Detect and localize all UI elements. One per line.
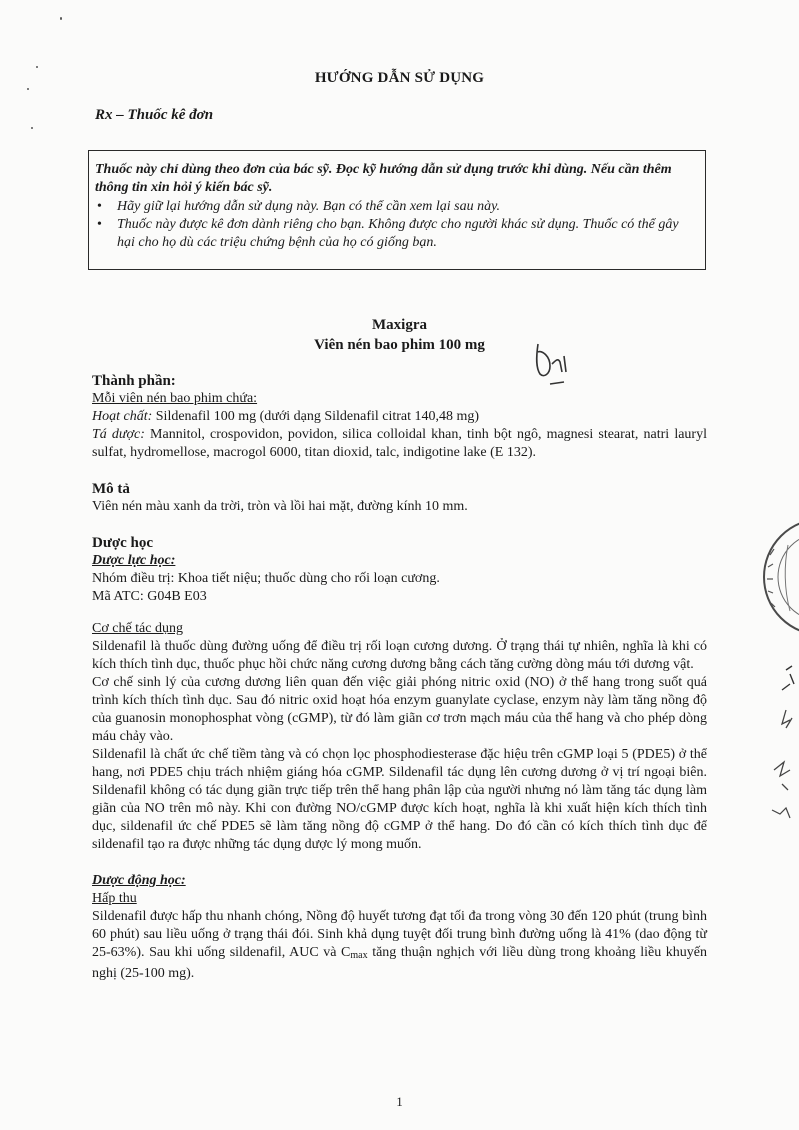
scan-speck	[27, 88, 29, 90]
description-text: Viên nén màu xanh da trời, tròn và lồi hai mặt, đường kính 10 mm.	[92, 499, 468, 514]
partial-stamp	[752, 515, 799, 655]
document-title: HƯỚNG DẪN SỬ DỤNG	[314, 70, 485, 86]
margin-handwriting	[752, 660, 799, 850]
active-ingredient: Hoạt chất: Sildenafil 100 mg (dưới dạng Sildenafil citrat 140,48 mg)	[92, 409, 480, 424]
scan-speck	[36, 66, 38, 68]
warning-lead: Thuốc này chỉ dùng theo đơn của bác sỹ. Đọc kỹ hướng dẫn sử dụng trước khi dùng. Nếu cần thêm thông tin xin hỏi ý kiến bác sỹ.	[95, 162, 672, 195]
mechanism-paragraph: Sildenafil là thuốc dùng đường uống để điều trị rối loạn cương dương. Ở trạng thái tự nhiên, nghĩa là khi có kích thích tình dục, thuốc phục hồi chức năng cương dương bằng cách tăng cường dòng máu tới dương vật.	[92, 639, 707, 672]
composition-heading: Thành phần:	[92, 373, 176, 389]
scan-speck	[60, 17, 62, 20]
main-content	[92, 372, 707, 983]
product-form: Viên nén bao phim 100 mg	[314, 337, 485, 353]
mechanism-paragraph: Cơ chế sinh lý của cương dương liên quan đến việc giải phóng nitric oxid (NO) ở thể hang trong suốt quá trình kích thích tình dục. Sau đó nitric oxid hoạt hóa enzym guanylate cyclase, enzym này làm tăng nồng độ của guanosin monophosphat vòng (cGMP), từ đó làm giãn cơ trơn mạch máu của thể hang và cho phép dòng máu chảy vào.	[92, 675, 707, 744]
absorption-heading: Hấp thu	[92, 891, 137, 906]
absorption-text: Sildenafil được hấp thu nhanh chóng, Nồng độ huyết tương đạt tối đa trong vòng 30 đến 120 phút (trung bình 60 phút) sau liều uống ở trạng thái đói. Sinh khả dụng tuyệt đối trung bình đường uống là 41% (dao động từ 25-63%). Sau khi uống sildenafil, AUC và $C_{max}$ tăng thuận nghịch với liều dùng trong khoảng liều khuyến nghị (25-100 mg).	[92, 909, 707, 981]
pharmacokinetics-heading: Dược động học:	[92, 873, 186, 888]
warning-box	[88, 150, 706, 270]
warning-list	[95, 198, 695, 252]
composition-subheading: Mỗi viên nén bao phim chứa:	[92, 391, 258, 406]
page-number: 1	[396, 1094, 403, 1109]
therapeutic-group: Nhóm điều trị: Khoa tiết niệu; thuốc dùng cho rối loạn cương.	[92, 571, 440, 586]
pharmacology-heading: Dược học	[92, 535, 154, 551]
mechanism-heading: Cơ chế tác dụng	[92, 621, 183, 636]
description-heading: Mô tả	[92, 481, 130, 497]
atc-code: Mã ATC: G04B E03	[92, 589, 207, 604]
mechanism-paragraph: Sildenafil là chất ức chế tiềm tàng và có chọn lọc phosphodiesterase đặc hiệu trên cGMP loại 5 (PDE5) ở thể hang, nơi PDE5 chịu trách nhiệm giáng hóa cGMP. Sildenafil tác dụng lên cương dương ở vị trí ngoại biên. Sildenafil không có tác dụng giãn trực tiếp trên thể hang phân lập của người nhưng nó làm tăng tác dụng làm giãn của NO trên mô này. Khi con đường NO/cGMP được kích hoạt, nghĩa là khi xuất hiện kích thích tình dục, sildenafil ức chế PDE5 sẽ làm tăng nồng độ cGMP ở thể hang. Do đó cần có kích thích tình dục để sildenafil tạo ra được những tác dụng dược lý mong muốn.	[92, 747, 707, 852]
prescription-label: Rx – Thuốc kê đơn	[95, 107, 214, 123]
pharmacodynamics-heading: Dược lực học:	[92, 553, 176, 568]
warning-item: • Thuốc này được kê đơn dành riêng cho bạn. Không được cho người khác sử dụng. Thuốc có thể gây hại cho họ dù các triệu chứng bệnh của họ có giống bạn.	[97, 217, 679, 250]
bullet-icon: •	[97, 217, 102, 232]
scan-speck	[31, 127, 33, 129]
excipients: Tá dược: Mannitol, crospovidon, povidon, silica colloidal khan, tinh bột ngô, magnesi stearat, natri lauryl sulfat, hydromellose, macrogol 6000, titan dioxid, talc, indigotine lake (E 132).	[92, 427, 707, 460]
product-name: Maxigra	[372, 317, 427, 333]
warning-item: • Hãy giữ lại hướng dẫn sử dụng này. Bạn có thể cần xem lại sau này.	[97, 199, 501, 214]
bullet-icon: •	[97, 199, 102, 214]
